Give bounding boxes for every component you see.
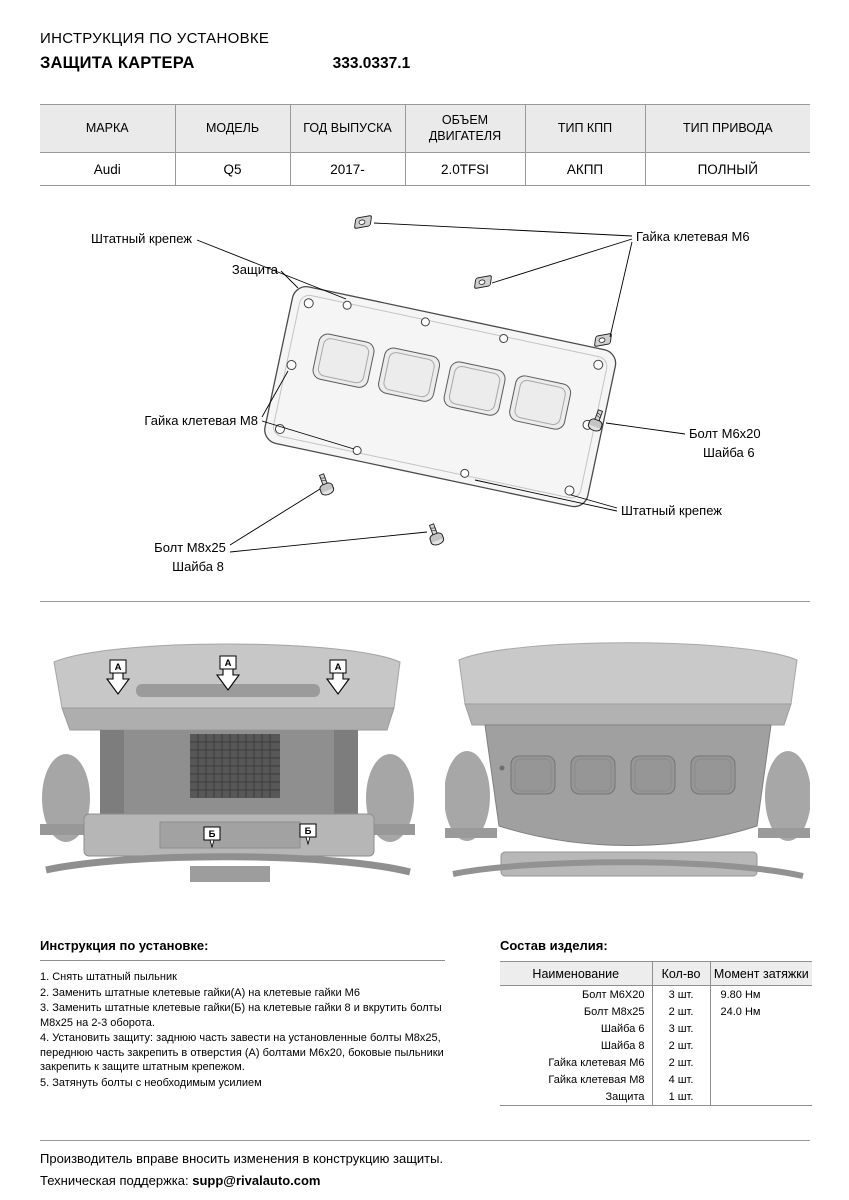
instruction-step: 4. Установить защиту: заднюю часть завести на установленные болты М8х25, переднюю часть закрепить в отверстия (А) болтами М6х20, боковые пыльники закрепить к защите штатным крепежом.: [40, 1032, 444, 1074]
spec-header-drive: ТИП ПРИВОДА: [645, 105, 810, 153]
composition-row: [500, 1003, 812, 1020]
comp-name: Гайка клетевая М6: [500, 1054, 652, 1071]
comp-qty: 2 шт.: [652, 1054, 710, 1071]
spec-value-drive: ПОЛНЫЙ: [645, 153, 810, 186]
skid-plate-drawing: [262, 284, 618, 509]
composition-row: [500, 1037, 812, 1054]
spec-value-model: Q5: [175, 153, 290, 186]
svg-text:А: А: [224, 658, 232, 669]
spec-header-engine: ОБЪЕМ ДВИГАТЕЛЯ: [405, 105, 525, 153]
svg-text:Б: Б: [208, 829, 216, 840]
spec-header-gearbox: ТИП КПП: [525, 105, 645, 153]
section-divider-top: [40, 601, 810, 602]
label-bolt-m6x20: Болт М6х20: [689, 426, 761, 441]
label-bolt-m8x25: Болт М8х25: [154, 540, 226, 555]
spec-value-engine: 2.0TFSI: [405, 153, 525, 186]
comp-torque: 9.80 Нм: [720, 988, 761, 1001]
bolt-m8x25-icon: [425, 522, 444, 546]
comp-qty: 2 шт.: [652, 1003, 710, 1020]
spec-value-gearbox: АКПП: [525, 153, 645, 186]
spec-table: [40, 104, 810, 186]
comp-name: Шайба 6: [500, 1020, 652, 1037]
spec-header-year: ГОД ВЫПУСКА: [290, 105, 405, 153]
spec-value-brand: Audi: [40, 153, 175, 186]
label-protection: Защита: [231, 262, 278, 277]
comp-name: Гайка клетевая М8: [500, 1071, 652, 1088]
svg-text:А: А: [334, 662, 342, 673]
car-underbody-after: [445, 643, 810, 876]
instruction-step: 2. Заменить штатные клетевые гайки(А) на клетевые гайки М6: [40, 986, 360, 999]
composition-row: [500, 1088, 812, 1106]
composition-row: [500, 1020, 812, 1037]
instruction-steps: [40, 970, 460, 1090]
comp-qty: 1 шт.: [652, 1088, 710, 1106]
support-email: supp@rivalauto.com: [192, 1173, 321, 1188]
comp-torque: [710, 1071, 812, 1088]
installation-instructions: [40, 938, 460, 1091]
photo-before-installation: [40, 628, 415, 906]
spec-header-model: МОДЕЛЬ: [175, 105, 290, 153]
comp-qty: 3 шт.: [652, 986, 710, 1004]
comp-torque: 24.0 Нм: [720, 1005, 761, 1018]
label-cage-nut-m8: Гайка клетевая М8: [144, 413, 258, 428]
cage-nut-m6-icon: [353, 215, 374, 228]
instructions-title: Инструкция по установке:: [40, 938, 445, 961]
label-washer-8: Шайба 8: [172, 559, 224, 574]
label-standard-fastener-top: Штатный крепеж: [91, 231, 192, 246]
exploded-diagram: [40, 196, 810, 596]
label-cage-nut-m6: Гайка клетевая М6: [636, 229, 750, 244]
comp-qty: 4 шт.: [652, 1071, 710, 1088]
comp-header-torque: Момент затяжки: [710, 962, 812, 986]
part-number: 333.0337.1: [332, 55, 411, 72]
comp-name: Болт М8х25: [500, 1003, 652, 1020]
label-standard-fastener-bottom: Штатный крепеж: [621, 503, 722, 518]
composition-table: [500, 961, 812, 1106]
spec-header-brand: МАРКА: [40, 105, 175, 153]
photo-after-installation: [445, 628, 810, 906]
product-composition: [500, 938, 812, 1106]
comp-torque: [710, 1054, 812, 1071]
label-washer-6: Шайба 6: [703, 445, 755, 460]
instruction-step: 1. Снять штатный пыльник: [40, 971, 177, 983]
comp-header-name: Наименование: [500, 962, 652, 986]
composition-row: [500, 986, 812, 1004]
footer-support: [40, 1173, 320, 1188]
composition-row: [500, 1071, 812, 1088]
comp-name: Болт М6Х20: [500, 986, 652, 1004]
doc-title-line1: ИНСТРУКЦИЯ ПО УСТАНОВКЕ: [40, 30, 270, 47]
composition-header-row: [500, 962, 812, 986]
comp-torque: [710, 1037, 812, 1054]
svg-text:Б: Б: [304, 826, 312, 837]
spec-value-year: 2017-: [290, 153, 405, 186]
bolt-m8x25-icon: [315, 472, 334, 496]
support-label: Техническая поддержка:: [40, 1173, 189, 1188]
doc-title-line2: ЗАЩИТА КАРТЕРА: [40, 54, 195, 72]
composition-title: Состав изделия:: [500, 938, 608, 953]
comp-torque: [710, 1088, 812, 1106]
footer-divider: [40, 1140, 810, 1141]
spec-header-row: [40, 105, 810, 153]
comp-qty: 3 шт.: [652, 1020, 710, 1037]
comp-name: Защита: [500, 1088, 652, 1106]
footer-disclaimer: Производитель вправе вносить изменения в конструкцию защиты.: [40, 1151, 444, 1166]
instruction-step: 5. Затянуть болты с необходимым усилием: [40, 1076, 262, 1089]
comp-torque: [710, 1020, 812, 1037]
composition-row: [500, 1054, 812, 1071]
comp-header-qty: Кол-во: [652, 962, 710, 986]
instruction-step: 3. Заменить штатные клетевые гайки(Б) на клетевые гайки 8 и вкрутить болты М8х25 на 2-3 оборота.: [40, 1002, 442, 1029]
document-header: [40, 30, 410, 73]
cage-nut-m6-icon: [473, 275, 494, 288]
svg-text:А: А: [114, 662, 122, 673]
comp-qty: 2 шт.: [652, 1037, 710, 1054]
spec-value-row: [40, 153, 810, 186]
comp-name: Шайба 8: [500, 1037, 652, 1054]
